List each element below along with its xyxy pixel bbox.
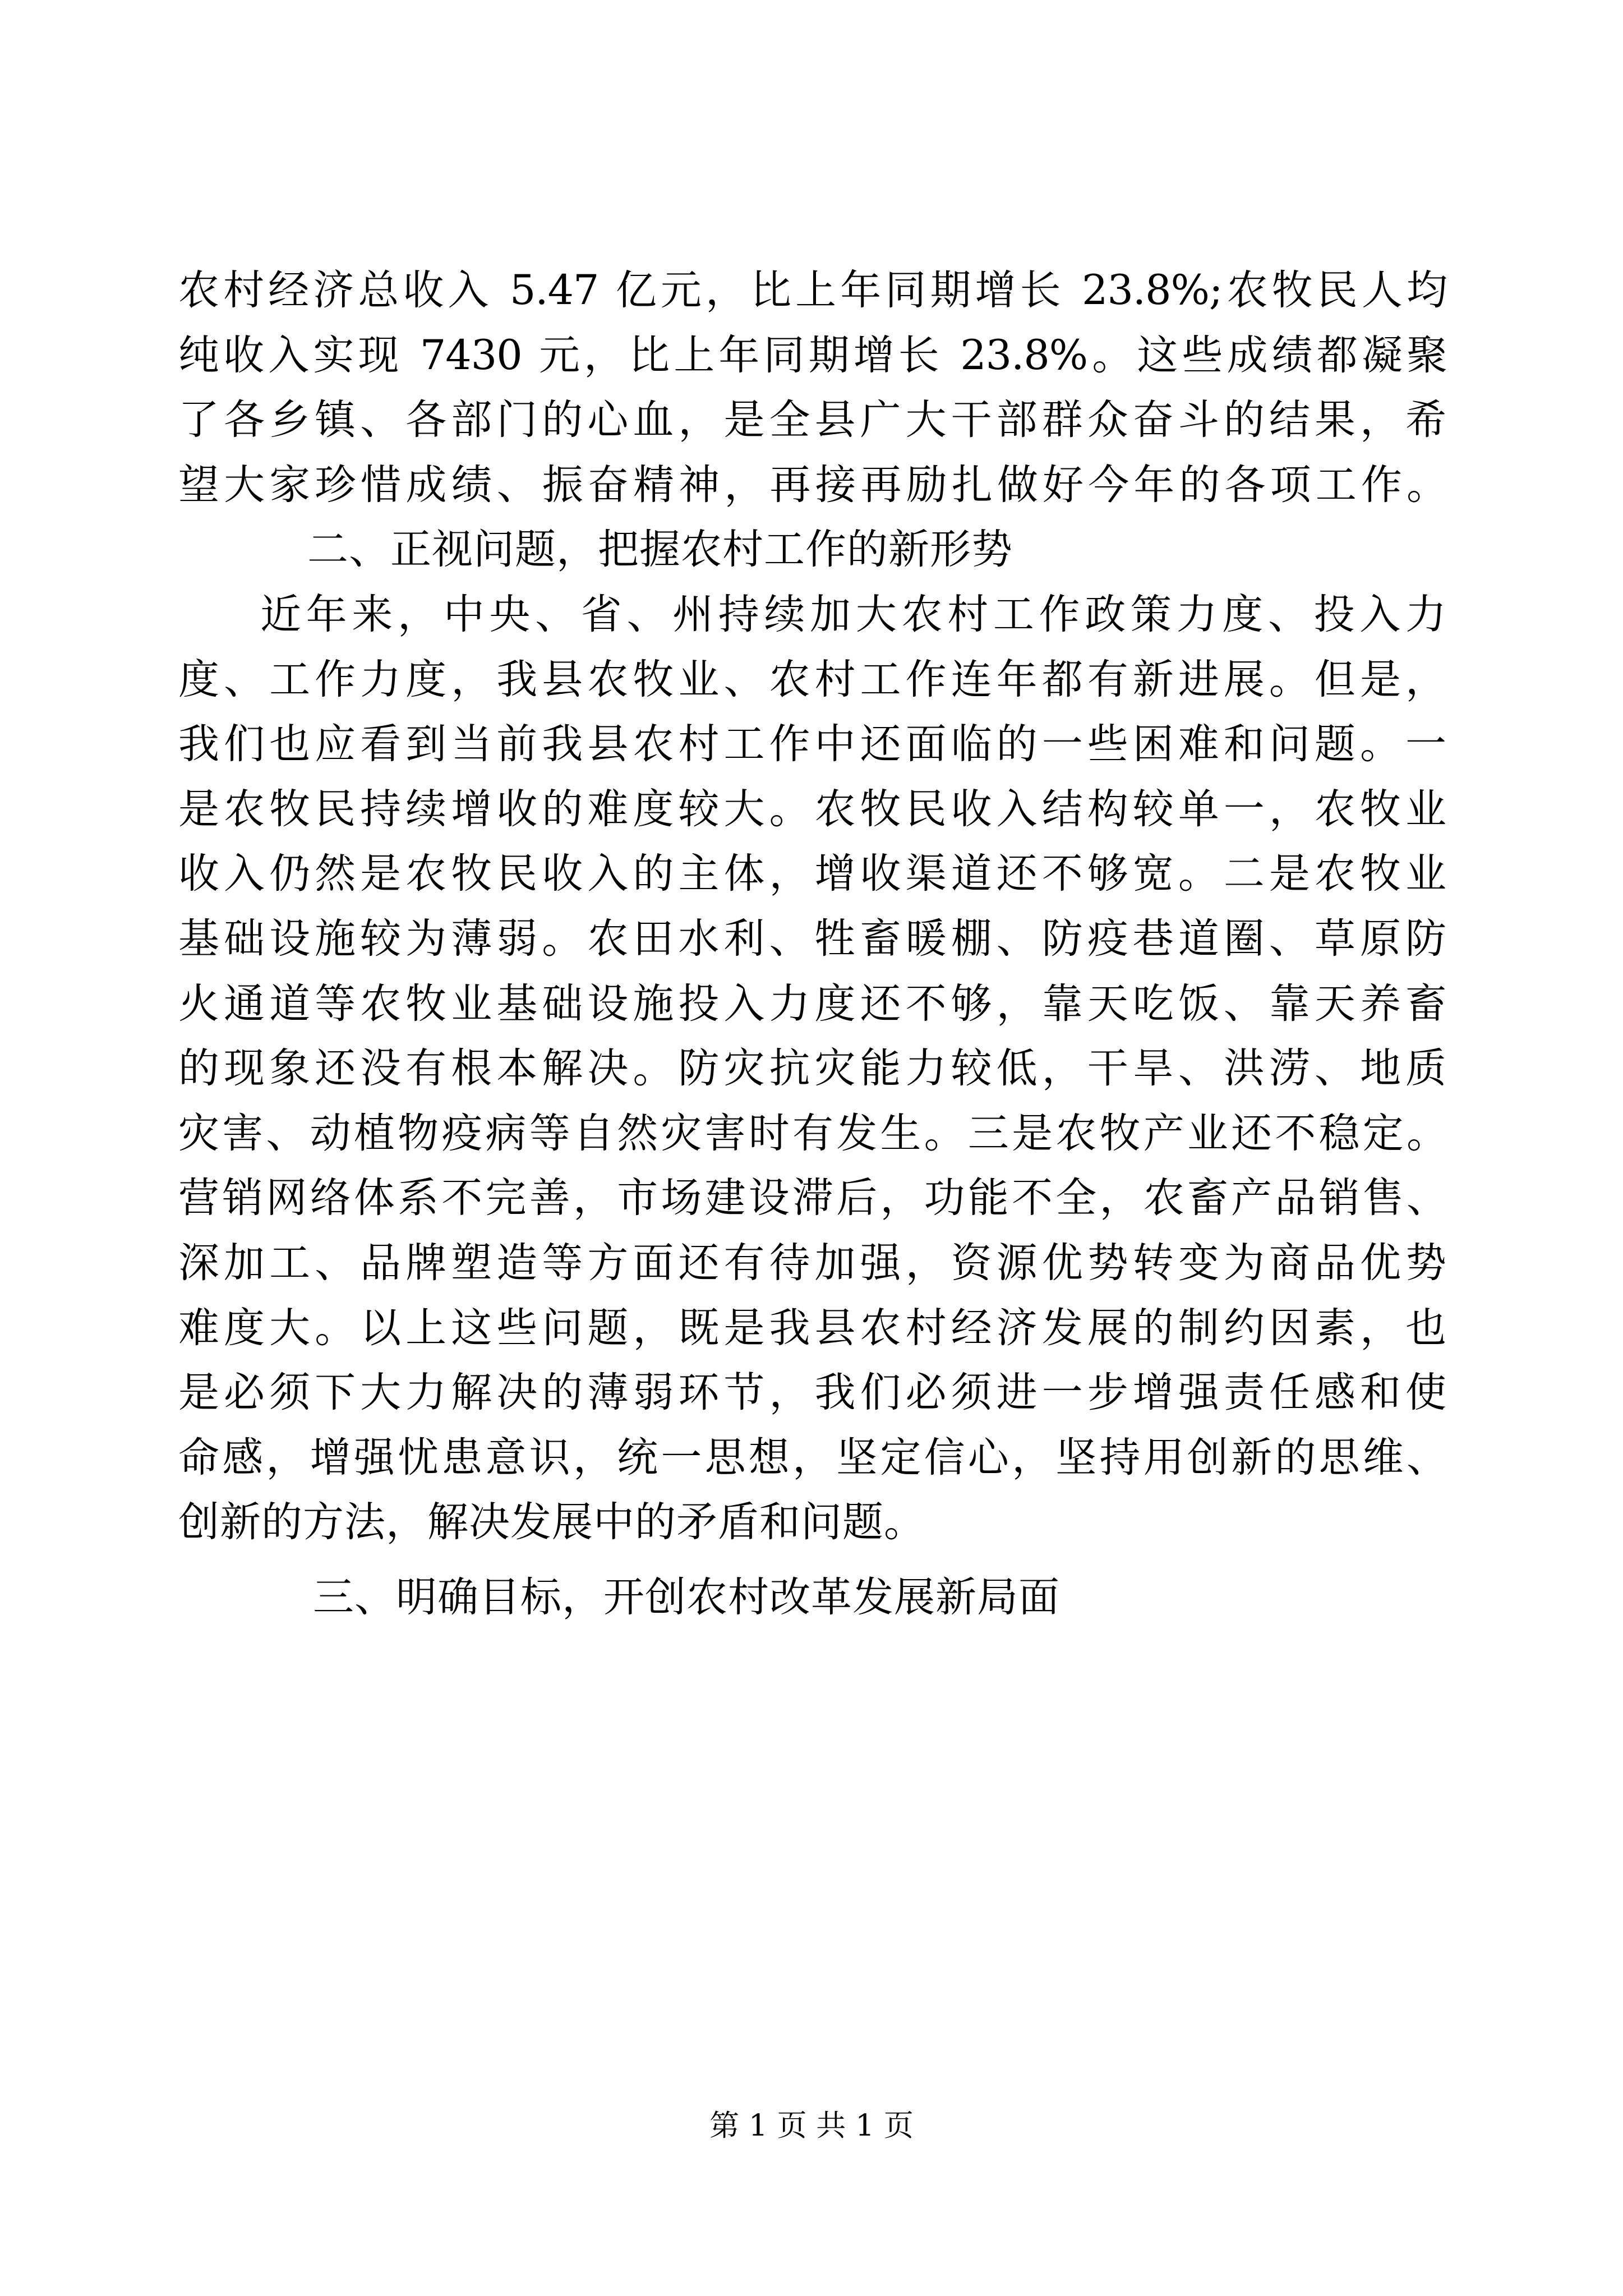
section-heading-3: 三、明确目标，开创农村改革发展新局面: [313, 1573, 1060, 1621]
page-number-footer: 第 1 页 共 1 页: [709, 2109, 914, 2143]
text-line: 收入仍然是农牧民收入的主体，增收渠道还不够宽。二是农牧业: [178, 850, 1447, 898]
text-line: 度、工作力度，我县农牧业、农村工作连年都有新进展。但是，: [178, 655, 1447, 703]
text-line: 深加工、品牌塑造等方面还有待加强，资源优势转变为商品优势: [178, 1239, 1447, 1287]
text-line: 的现象还没有根本解决。防灾抗灾能力较低，干旱、洪涝、地质: [178, 1045, 1447, 1093]
text-line: 近年来，中央、省、州持续加大农村工作政策力度、投入力: [260, 590, 1447, 638]
text-line: 基础设施较为薄弱。农田水利、牲畜暖棚、防疫巷道圈、草原防: [178, 914, 1447, 963]
text-line: 命感，增强忧患意识，统一思想，坚定信心，坚持用创新的思维、: [178, 1433, 1447, 1481]
text-line: 灾害、动植物疫病等自然灾害时有发生。三是农牧产业还不稳定。: [178, 1109, 1447, 1157]
text-line: 创新的方法，解决发展中的矛盾和问题。: [178, 1498, 925, 1547]
paragraph-income-summary: [178, 258, 1447, 517]
text-line: 农村经济总收入 5.47 亿元，比上年同期增长 23.8%;农牧民人均: [178, 266, 1447, 314]
text-line: 是农牧民持续增收的难度较大。农牧民收入结构较单一，农牧业: [178, 785, 1447, 833]
text-line: 了各乡镇、各部门的心血，是全县广大干部群众奋斗的结果，希: [178, 396, 1447, 444]
text-line: 火通道等农牧业基础设施投入力度还不够，靠天吃饭、靠天养畜: [178, 979, 1447, 1028]
text-line: 营销网络体系不完善，市场建设滞后，功能不全，农畜产品销售、: [178, 1174, 1447, 1222]
text-line: 望大家珍惜成绩、振奋精神，再接再励扎做好今年的各项工作。: [178, 461, 1447, 509]
text-line: 是必须下大力解决的薄弱环节，我们必须进一步增强责任感和使: [178, 1369, 1447, 1417]
text-line: 我们也应看到当前我县农村工作中还面临的一些困难和问题。一: [178, 720, 1447, 769]
document-body: [178, 258, 1447, 1630]
text-line: 纯收入实现 7430 元，比上年同期增长 23.8%。这些成绩都凝聚: [178, 331, 1447, 379]
text-line: 难度大。以上这些问题，既是我县农村经济发展的制约因素，也: [178, 1304, 1447, 1352]
section-heading-2: 二、正视问题，把握农村工作的新形势: [307, 526, 1013, 574]
paragraph-problems: [178, 582, 1447, 1555]
